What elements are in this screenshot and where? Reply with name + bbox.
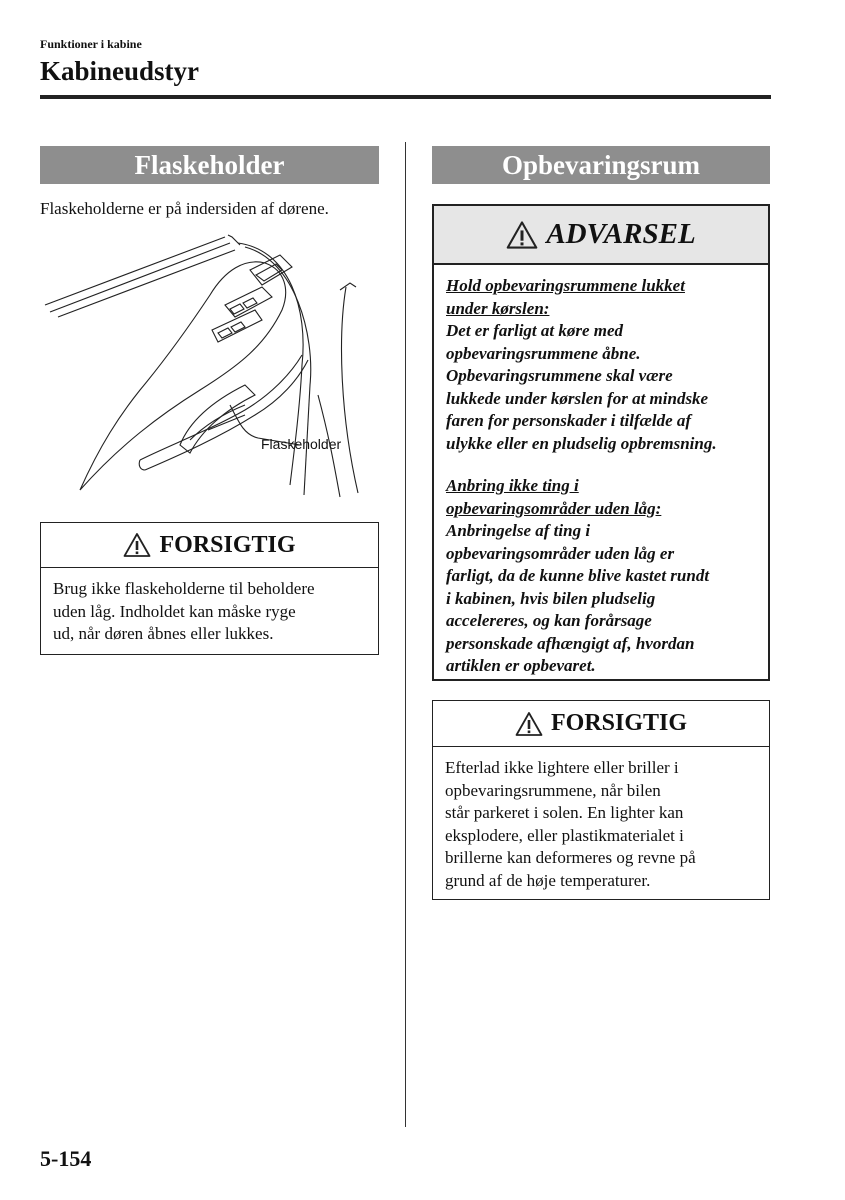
caution-box-storage	[432, 700, 770, 900]
caution-header	[433, 701, 769, 747]
warning-triangle-icon	[506, 220, 538, 250]
section-heading-opbevaringsrum: Opbevaringsrum	[432, 146, 770, 184]
caution-title: FORSIGTIG	[550, 710, 688, 736]
section-heading-flaskeholder: Flaskeholder	[40, 146, 379, 184]
header-rule	[40, 95, 771, 99]
page-number: 5-154	[40, 1146, 92, 1171]
intro-text: Flaskeholderne er på indersiden af dørene.	[40, 199, 329, 218]
column-divider	[405, 142, 406, 1127]
warning-text: Hold opbevaringsrummene lukket under kørslen: Det er farligt at køre med opbevaringsrummene åbne. Opbevaringsrummene skal være lukkede under kørslen for at mindske faren for personskader i tilfælde af ulykke eller en pludselig opbremsning. Anbring ikke ting i opbevaringsområder uden låg: Anbringelse af ting i opbevaringsområder uden låg er farligt, da de kunne blive kastet rundt i kabinen, hvis bilen pludselig accelereres, og kan forårsage personskade afhængigt af, hvordan artiklen er opbevaret.	[446, 276, 717, 675]
figure-label: Flaskeholder	[261, 436, 342, 452]
warning-triangle-icon	[515, 711, 543, 737]
warning-title: ADVARSEL	[546, 218, 696, 250]
warning-box	[432, 204, 770, 681]
door-bottle-holder-illustration	[40, 225, 379, 500]
caution-text: Efterlad ikke lightere eller briller i opbevaringsrummene, når bilen står parkeret i solen. En lighter kan eksplodere, eller plastikmaterialet i brillerne kan deformeres og revne på grund af de høje temperaturer.	[445, 758, 696, 890]
caution-text: Brug ikke flaskeholderne til beholdere uden låg. Indholdet kan måske ryge ud, når døren åbnes eller lukkes.	[53, 579, 315, 643]
section-kicker: Funktioner i kabine	[40, 37, 142, 51]
caution-header	[41, 523, 378, 568]
caution-title: FORSIGTIG	[159, 531, 296, 558]
warning-triangle-icon	[123, 532, 151, 558]
page-title: Kabineudstyr	[40, 56, 200, 86]
warning-header	[434, 206, 768, 265]
caution-box-bottle-holder	[40, 522, 379, 655]
